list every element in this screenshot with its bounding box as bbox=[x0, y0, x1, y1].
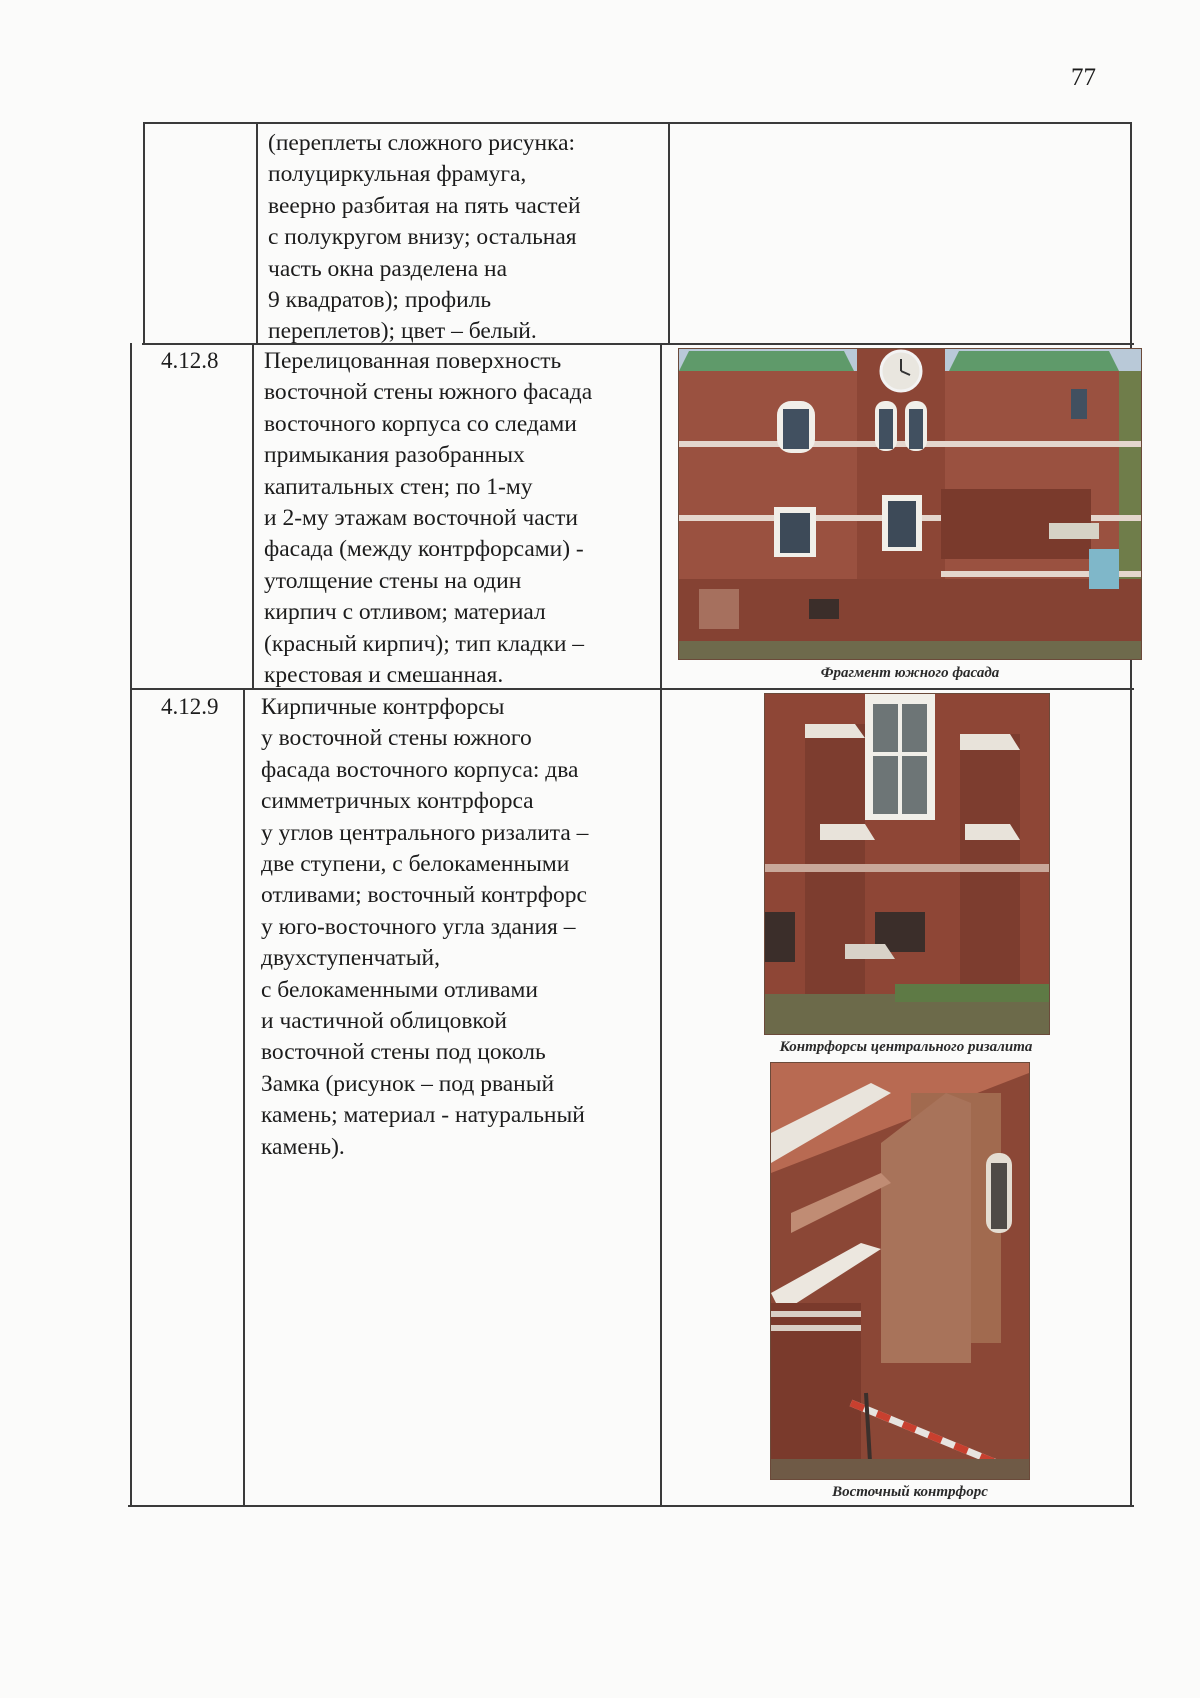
text-line: крестовая и смешанная. bbox=[264, 662, 504, 689]
text-line: камень; материал - натуральный bbox=[261, 1102, 585, 1129]
text-line: полуциркульная фрамуга, bbox=[268, 161, 527, 188]
text-line: часть окна разделена на bbox=[268, 255, 508, 282]
text-line: восточного корпуса со следами bbox=[264, 410, 577, 437]
text-line: фасада (между контрфорсами) - bbox=[264, 536, 584, 563]
column-divider bbox=[660, 343, 662, 1507]
column-divider bbox=[668, 122, 670, 344]
text-line: у углов центрального ризалита – bbox=[261, 819, 589, 846]
text-line: переплетов); цвет – белый. bbox=[268, 318, 537, 345]
text-line: с полукругом внизу; остальная bbox=[268, 224, 577, 251]
text-line: и частичной облицовкой bbox=[261, 1008, 507, 1035]
text-line: двухступенчатый, bbox=[261, 945, 440, 972]
table-top-border bbox=[144, 122, 1132, 124]
text-line: у юго-восточного угла здания – bbox=[261, 913, 576, 940]
text-line: у восточной стены южного bbox=[261, 725, 532, 752]
column-divider bbox=[256, 122, 258, 344]
text-line: две ступени, с белокаменными bbox=[261, 851, 570, 878]
text-line: (красный кирпич); тип кладки – bbox=[264, 630, 585, 657]
row-3-number: 4.12.9 bbox=[161, 694, 219, 719]
text-line: (переплеты сложного рисунка: bbox=[268, 130, 576, 156]
south-facade-photo bbox=[678, 348, 1142, 660]
page-number: 77 bbox=[1071, 64, 1096, 91]
text-line: восточной стены южного фасада bbox=[264, 379, 593, 406]
east-buttress-photo bbox=[770, 1062, 1030, 1480]
text-line: и 2-му этажам восточной части bbox=[264, 505, 578, 532]
column-divider bbox=[252, 343, 254, 689]
row-3-description bbox=[261, 692, 588, 1163]
text-line: восточной стены под цоколь bbox=[261, 1039, 546, 1066]
column-divider bbox=[243, 688, 245, 1507]
row-2-number: 4.12.8 bbox=[161, 348, 219, 373]
text-line: с белокаменными отливами bbox=[261, 976, 539, 1003]
text-line: Кирпичные контрфорсы bbox=[261, 694, 505, 720]
text-line: кирпич с отливом; материал bbox=[264, 599, 546, 626]
text-line: веерно разбитая на пять частей bbox=[268, 192, 581, 219]
text-line: камень). bbox=[261, 1133, 345, 1160]
text-line: примыкания разобранных bbox=[264, 442, 525, 469]
text-line: фасада восточного корпуса: два bbox=[261, 756, 579, 783]
figure-caption: Восточный контрфорс bbox=[832, 1484, 988, 1500]
figure-caption: Контрфорсы центрального ризалита bbox=[779, 1039, 1033, 1055]
text-line: Замка (рисунок – под рваный bbox=[261, 1070, 555, 1097]
text-line: Перелицованная поверхность bbox=[264, 348, 562, 374]
table-right-border bbox=[1130, 122, 1132, 1507]
text-line: отливами; восточный контрфорс bbox=[261, 882, 587, 909]
text-line: утолщение стены на один bbox=[264, 567, 522, 594]
row-2-description bbox=[264, 346, 592, 691]
row-1-description bbox=[268, 128, 581, 348]
central-buttresses-photo bbox=[764, 693, 1050, 1035]
table-bottom-border bbox=[128, 1505, 1134, 1507]
figure-caption: Фрагмент южного фасада bbox=[820, 665, 1000, 681]
table-left-border bbox=[143, 122, 145, 344]
text-line: симметричных контрфорса bbox=[261, 788, 534, 815]
text-line: капитальных стен; по 1-му bbox=[264, 473, 533, 500]
text-line: 9 квадратов); профиль bbox=[268, 287, 492, 314]
table-left-border bbox=[130, 343, 132, 1507]
